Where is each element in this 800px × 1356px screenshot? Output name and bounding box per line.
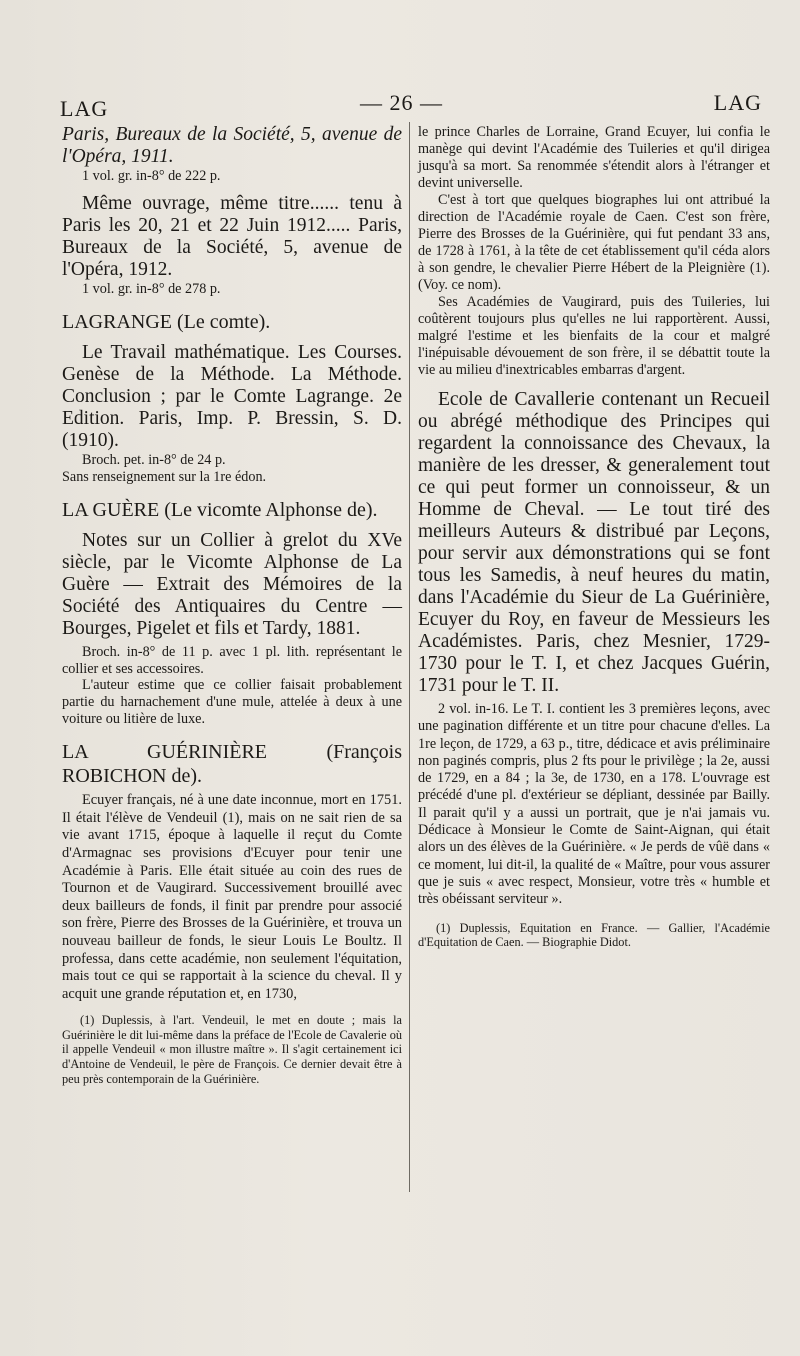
entry-biography: le prince Charles de Lorraine, Grand Ecuyer, lui confia le manège qui devint l'Académie des Tuileries et qu'il dirigea jusqu'à sa mort. Sa renommée s'étendit alors à l'étranger et devint universelle. [418, 124, 770, 191]
entry-note: Sans renseignement sur la 1re édon. [62, 468, 267, 485]
right-column [418, 124, 770, 950]
entry-format: Broch. pet. in-8° de 24 p. [82, 451, 226, 468]
entry-title: Le Travail mathématique. Les Courses. Genèse de la Méthode. La Méthode. Conclusion ; par le Comte Lagrange. 2e Edition. Paris, Imp. P. Bressin, S. D. (1910). [62, 341, 402, 451]
entry-imprint: Paris, Bureaux de la Société, 5, avenue de l'Opéra, 1911. [62, 124, 402, 167]
entry-heading: LAGRANGE (Le comte). [62, 310, 271, 333]
entry-title: Notes sur un Collier à grelot du XVe siècle, par le Vicomte Alphonse de La Guère — Extrait des Mémoires de la Société des Antiquaires du Centre — Bourges, Pigelet et fils et Tardy, 1881. [62, 529, 402, 639]
entry-heading: LA GUÈRE (Le vicomte Alphonse de). [62, 498, 378, 521]
entry-biography: Ses Académies de Vaugirard, puis des Tuileries, lui coûtèrent toujours plus qu'elles ne lui rapportèrent. Aussi, malgré l'estime et les bienfaits de la cour et malgré l'inépuisable dévouement de son frère, il se débattit toute la vie au milieu d'inextricables embarras d'argent. [418, 294, 770, 378]
entry-biography: Ecuyer français, né à une date inconnue, mort en 1751. Il était l'élève de Vendeuil (1), mais on ne sait rien de sa vie avant 1715, époque à laquelle il reçut du Comte d'Armagnac ses provisions d'Ecuyer pour tenir une Académie à Paris. Elle était située au coin des rues de Tournon et de Vaugirard. Successivement brouillé avec deux bailleurs de fonds, il finit par prendre pour associé son frère, Pierre des Brosses de la Guérinière, et trouva un nouveau bailleur de fonds, le sieur Louis Le Boultz. Il professa, dans cette académie, non seulement l'équitation, mais tout ce qui se rapportait à la science du cheval. Il y acquit une grande réputation et, en 1730, [62, 792, 402, 1002]
entry-title: Même ouvrage, même titre...... tenu à Paris les 20, 21 et 22 Juin 1912..... Paris, Bureaux de la Société, 5, avenue de l'Opéra, 1912. [62, 192, 402, 280]
footnote: (1) Duplessis, Equitation en France. — Gallier, l'Académie d'Equitation de Caen. — Biographie Didot. [418, 920, 770, 950]
entry-note: L'auteur estime que ce collier faisait probablement partie du harnachement d'une mule, attelée à deux à une voiture ou litière de luxe. [62, 677, 402, 728]
entry-format: Broch. in-8° de 11 p. avec 1 pl. lith. représentant le collier et ses accessoires. [62, 643, 402, 677]
entry-title: Ecole de Cavallerie contenant un Recueil ou abrégé méthodique des Principes qui regardent la connoissance des Chevaux, la manière de les dresser, & generalement tout ce qui peut former un connoisseur, & un Homme de Cheval. — Le tout tiré des meilleurs Auteurs & distribué par Leçons, pour servir aux démonstrations qui se font tous les Samedis, à neuf heures du matin, dans l'Académie du Sieur de La Guérinière, Ecuyer du Roy, en faveur de Messieurs les Académistes. Paris, chez Mesnier, 1729-1730 pour le T. I, et chez Jacques Guérin, 1731 pour le T. II. [418, 389, 770, 696]
entry-format: 1 vol. gr. in-8° de 278 p. [82, 280, 221, 297]
running-head-right: LAG [713, 90, 762, 115]
page-number: — 26 — [360, 90, 443, 115]
entry-heading: LA GUÉRINIÈRE (François ROBICHON de). [62, 741, 402, 788]
footnote: (1) Duplessis, à l'art. Vendeuil, le met en doute ; mais la Guérinière le dit lui-même dans la préface de l'Ecole de Cavalerie où il appelle Vendeuil « mon illustre maître ». Il s'agit certainement ici d'Antoine de Vendeuil, le père de François. Ce dernier devait être à peu près contemporain de la Guérinière. [62, 1013, 402, 1086]
entry-description: 2 vol. in-16. Le T. I. contient les 3 premières leçons, avec une pagination différente et un titre pour chacune d'elles. La 1re leçon, de 1729, a 63 p., titre, dédicace et avis préliminaire non paginés compris, plus 2 fts pour le privilège ; la 2e, aussi de 1729, en a 84 ; la 3e, de 1730, en a 178. L'ouvrage est précédé d'une pl. d'extérieur se dépliant, dessinée par Bailly. Il parait qu'il y a aussi un portrait, que je n'ai jamais vu. Dédicace à Monsieur le Comte de Saint-Aignan, qui était alors un des élèves de la Guérinière. « Je perds de vûë dans « ce moment, lui dit-il, la qualité de « Maître, pour vous assurer que je suis « avec respect, Monsieur, votre très « humble et très obéissant serviteur ». [418, 701, 770, 908]
entry-biography: C'est à tort que quelques biographes lui ont attribué la direction de l'Académie royale de Caen. C'est son frère, Pierre des Brosses de la Guérinière, qui fut pendant 33 ans, de 1728 à 1761, à la tête de cet établissement qu'il céda alors à son gendre, le chevalier Pierre Hébert de la Pleignière (1). (Voy. ce nom). [418, 192, 770, 293]
left-column [62, 124, 402, 1086]
running-head-left: LAG [60, 96, 109, 121]
entry-format: 1 vol. gr. in-8° de 222 p. [82, 168, 221, 184]
column-divider [409, 122, 410, 1192]
